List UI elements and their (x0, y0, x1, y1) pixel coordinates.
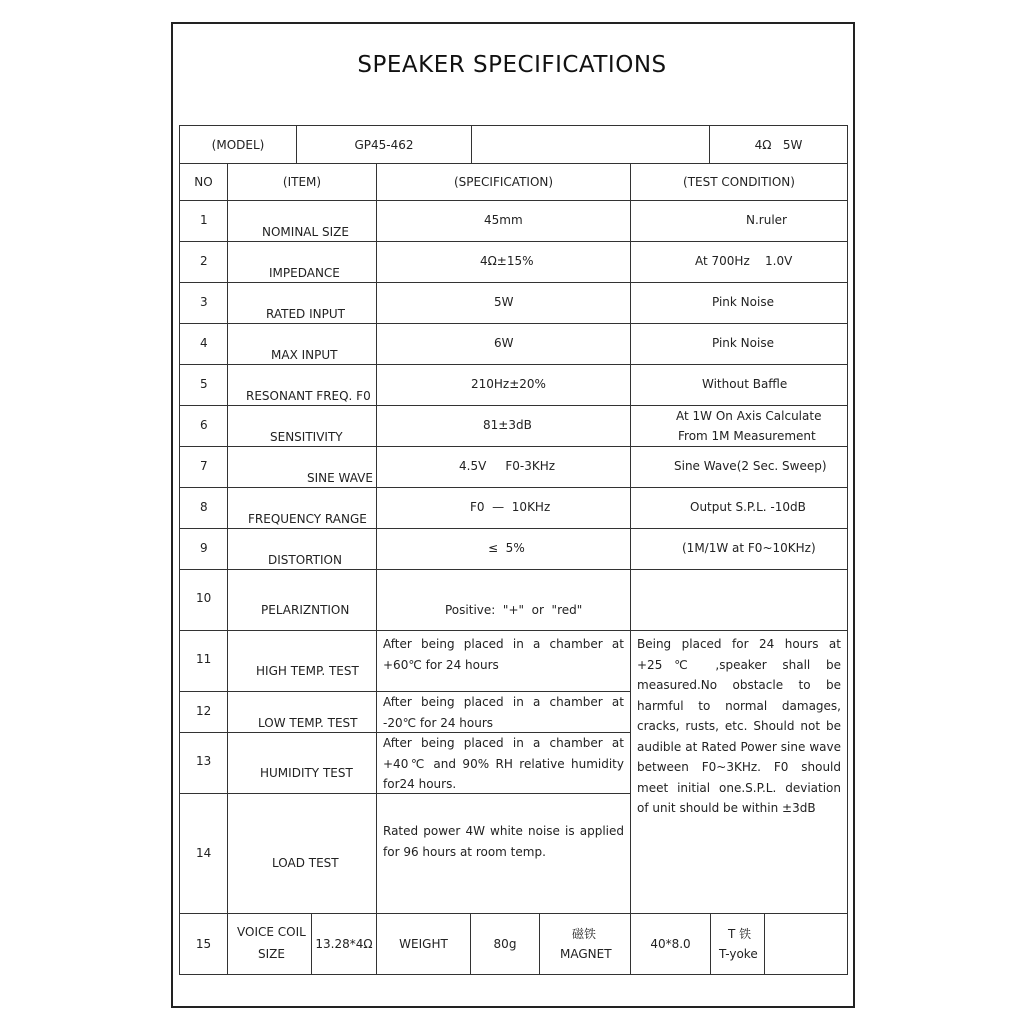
row-spec-cell: After being placed in a chamber at -20℃ for 24 hours (376, 691, 631, 733)
row-no-cell: 13 (179, 732, 228, 794)
col-header-no: NO (179, 163, 228, 201)
row-test-cell: Sine Wave(2 Sec. Sweep) (630, 446, 848, 488)
row-item-cell: FREQUENCY RANGE (227, 487, 377, 529)
row-test-cell: Without Baffle (630, 364, 848, 406)
row-test-cell: Pink Noise (630, 323, 848, 365)
row-item-cell: PELARIZNTION (227, 569, 377, 631)
model-value: GP45-462 (354, 137, 414, 152)
row-spec-cell: 4Ω±15% (376, 241, 631, 283)
row-item-cell: RATED INPUT (227, 282, 377, 324)
row-test-cell: (1M/1W at F0~10KHz) (630, 528, 848, 570)
row-spec-cell: 5W (376, 282, 631, 324)
weight-value-cell: 80g (470, 913, 540, 975)
row-no-cell: 9 (179, 528, 228, 570)
row-spec-cell: ≤ 5% (376, 528, 631, 570)
shared-test-condition-cell (630, 630, 848, 914)
row-no-cell: 14 (179, 793, 228, 914)
row-item-cell: MAX INPUT (227, 323, 377, 365)
row-test-cell: N.ruler (630, 200, 848, 242)
magnet-value-cell: 40*8.0 (630, 913, 711, 975)
col-header-spec: (SPECIFICATION) (376, 163, 631, 201)
row-test-cell: At 1W On Axis Calculate From 1M Measurement (630, 405, 848, 447)
row-no-cell: 11 (179, 630, 228, 692)
row-spec-cell: After being placed in a chamber at +40℃ and 90% RH relative humidity for24 hours. (376, 732, 631, 794)
row-no-cell: 8 (179, 487, 228, 529)
row-test-cell: Output S.P.L. -10dB (630, 487, 848, 529)
row-no-cell: 7 (179, 446, 228, 488)
row-item-cell: SENSITIVITY (227, 405, 377, 447)
row-spec-cell: 81±3dB (376, 405, 631, 447)
row-item-cell: LOW TEMP. TEST (227, 691, 377, 733)
model-label-cell (179, 125, 297, 164)
magnet-label-cell: 磁铁 MAGNET (539, 913, 631, 975)
empty-last-cell (764, 913, 848, 975)
empty-header-cell (471, 125, 710, 164)
row-no-cell: 6 (179, 405, 228, 447)
col-header-item: (ITEM) (227, 163, 377, 201)
row-no-cell: 4 (179, 323, 228, 365)
model-label: (MODEL) (211, 137, 265, 152)
row-test-cell: At 700Hz 1.0V (630, 241, 848, 283)
row-item-cell: HUMIDITY TEST (227, 732, 377, 794)
shared-test-condition: Being placed for 24 hours at +25℃ ,speaker shall be measured.No obstacle to be harmful to normal damages, cracks, rusts, etc. Should not be audible at Rated Power sine wave between F0~3KHz. F0 should meet initial one.S.P.L. deviation of unit should be within ±3dB (637, 637, 841, 815)
row-no-cell: 10 (179, 569, 228, 631)
row-item-cell: HIGH TEMP. TEST (227, 630, 377, 692)
spec-table (179, 125, 848, 975)
rating-value: 4Ω 5W (754, 137, 803, 152)
row-no-cell: 2 (179, 241, 228, 283)
row-item-cell: NOMINAL SIZE (227, 200, 377, 242)
row-spec-cell: 4.5V F0-3KHz (376, 446, 631, 488)
row-no-cell: 3 (179, 282, 228, 324)
yoke-label-cell: T 铁 T-yoke (710, 913, 765, 975)
row-spec-cell: 6W (376, 323, 631, 365)
voice-coil-label-cell: VOICE COIL SIZE (227, 913, 312, 975)
weight-label-cell: WEIGHT (376, 913, 471, 975)
row-spec-cell: Rated power 4W white noise is applied for 96 hours at room temp. (376, 793, 631, 914)
row-item-cell: IMPEDANCE (227, 241, 377, 283)
col-header-test: (TEST CONDITION) (630, 163, 848, 201)
row-spec-cell: 210Hz±20% (376, 364, 631, 406)
row-test-cell (630, 569, 848, 631)
page-title: SPEAKER SPECIFICATIONS (357, 52, 667, 78)
row-spec-cell: Positive: "+" or "red" (376, 569, 631, 631)
row-item-cell: DISTORTION (227, 528, 377, 570)
row-item-cell: LOAD TEST (227, 793, 377, 914)
row-no-cell: 12 (179, 691, 228, 733)
row-no-cell: 5 (179, 364, 228, 406)
row-no-cell: 1 (179, 200, 228, 242)
row-spec-cell: 45mm (376, 200, 631, 242)
rating-cell (709, 125, 848, 164)
row-spec-cell: After being placed in a chamber at +60℃ for 24 hours (376, 630, 631, 692)
row-no-cell: 15 (179, 913, 228, 975)
voice-coil-value-cell: 13.28*4Ω (311, 913, 377, 975)
row-spec-cell: F0 — 10KHz (376, 487, 631, 529)
row-test-cell: Pink Noise (630, 282, 848, 324)
model-value-cell (296, 125, 472, 164)
row-item-cell: RESONANT FREQ. F0 (227, 364, 377, 406)
row-item-cell: SINE WAVE (227, 446, 377, 488)
